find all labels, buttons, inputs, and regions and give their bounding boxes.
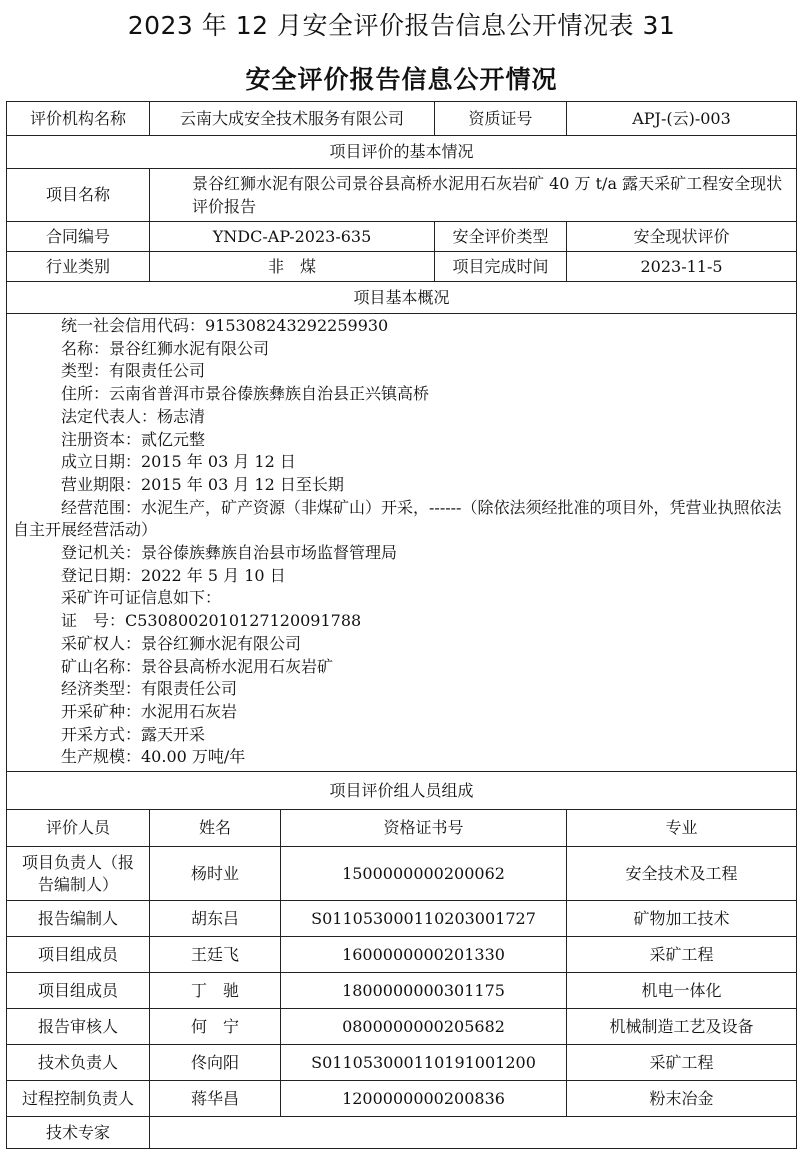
team-row bbox=[7, 1045, 797, 1081]
overview-row bbox=[7, 314, 797, 772]
info-table bbox=[6, 101, 797, 1149]
org-row bbox=[7, 102, 797, 136]
industry-value: 非 煤 bbox=[150, 252, 435, 282]
overview-line: 证 号：C5308002010127120091788 bbox=[61, 611, 362, 631]
team-role: 过程控制负责人 bbox=[7, 1081, 150, 1117]
expert-value bbox=[150, 1117, 797, 1149]
overview-line: 成立日期：2015 年 03 月 12 日 bbox=[61, 452, 296, 472]
industry-label: 行业类别 bbox=[7, 252, 150, 282]
overview-line: 生产规模：40.00 万吨/年 bbox=[61, 747, 246, 767]
overview-line: 统一社会信用代码：915308243292259930 bbox=[61, 316, 389, 335]
team-name: 蒋华昌 bbox=[150, 1081, 281, 1117]
team-row bbox=[7, 1081, 797, 1117]
finish-value: 2023-11-5 bbox=[567, 252, 797, 282]
team-cert: S011053000110191001200 bbox=[281, 1045, 567, 1081]
overview-line: 开采矿种：水泥用石灰岩 bbox=[61, 701, 238, 721]
team-major: 机电一体化 bbox=[567, 973, 797, 1009]
col-role: 评价人员 bbox=[7, 810, 150, 847]
overview-line: 矿山名称：景谷县高桥水泥用石灰岩矿 bbox=[61, 656, 334, 676]
industry-row bbox=[7, 252, 797, 282]
team-row bbox=[7, 973, 797, 1009]
overview-line: 开采方式：露天开采 bbox=[61, 724, 206, 744]
team-role: 项目组成员 bbox=[7, 937, 150, 973]
overview-list-2 bbox=[13, 542, 790, 769]
team-name: 佟向阳 bbox=[150, 1045, 281, 1081]
team-major: 采矿工程 bbox=[567, 937, 797, 973]
team-role: 技术负责人 bbox=[7, 1045, 150, 1081]
eval-type-value: 安全现状评价 bbox=[567, 222, 797, 252]
col-cert: 资格证书号 bbox=[281, 810, 567, 847]
expert-label: 技术专家 bbox=[7, 1117, 150, 1149]
contract-row bbox=[7, 222, 797, 252]
overview-line: 登记机关：景谷傣族彝族自治县市场监督管理局 bbox=[61, 543, 398, 563]
overview-business-scope: 经营范围：水泥生产，矿产资源（非煤矿山）开采，------（除依法须经批准的项目外，凭营业执照依法自主开展经营活动） bbox=[13, 497, 782, 540]
team-major: 矿物加工技术 bbox=[567, 901, 797, 937]
overview-line: 名称：景谷红狮水泥有限公司 bbox=[61, 338, 270, 358]
team-cert: 1500000000200062 bbox=[281, 847, 567, 901]
team-row bbox=[7, 1009, 797, 1045]
overview-line: 住所：云南省普洱市景谷傣族彝族自治县正兴镇高桥 bbox=[61, 384, 430, 404]
team-cert: 1600000000201330 bbox=[281, 937, 567, 973]
team-section-header: 项目评价组人员组成 bbox=[7, 772, 797, 810]
team-role: 项目负责人（报告编制人） bbox=[7, 847, 150, 901]
team-cert: 1200000000200836 bbox=[281, 1081, 567, 1117]
team-row bbox=[7, 937, 797, 973]
basic-header-row bbox=[7, 136, 797, 169]
project-name-row bbox=[7, 169, 797, 222]
org-value: 云南大成安全技术服务有限公司 bbox=[150, 102, 435, 136]
team-rows bbox=[7, 847, 797, 1117]
team-role: 报告审核人 bbox=[7, 1009, 150, 1045]
overview-line: 登记日期：2022 年 5 月 10 日 bbox=[61, 565, 286, 585]
page-title: 2023 年 12 月安全评价报告信息公开情况表 31 bbox=[127, 11, 676, 40]
team-cert: 0800000000205682 bbox=[281, 1009, 567, 1045]
overview-header-row bbox=[7, 282, 797, 314]
overview-line: 经济类型：有限责任公司 bbox=[61, 679, 238, 699]
team-cert: 1800000000301175 bbox=[281, 973, 567, 1009]
team-row bbox=[7, 901, 797, 937]
overview-line: 采矿许可证信息如下： bbox=[61, 588, 222, 608]
col-name: 姓名 bbox=[150, 810, 281, 847]
project-name-value: 景谷红狮水泥有限公司景谷县高桥水泥用石灰岩矿 40 万 t/a 露天采矿工程安全现状评价报告 bbox=[150, 169, 797, 222]
page-subtitle: 安全评价报告信息公开情况 bbox=[245, 65, 558, 94]
team-header-row bbox=[7, 772, 797, 810]
org-label: 评价机构名称 bbox=[7, 102, 150, 136]
team-row bbox=[7, 847, 797, 901]
overview-line: 采矿权人：景谷红狮水泥有限公司 bbox=[61, 633, 302, 653]
overview-line: 类型：有限责任公司 bbox=[61, 361, 206, 381]
team-name: 胡东吕 bbox=[150, 901, 281, 937]
team-columns-row bbox=[7, 810, 797, 847]
overview-section-header: 项目基本概况 bbox=[7, 282, 797, 314]
overview-line: 法定代表人：杨志清 bbox=[61, 406, 206, 426]
team-name: 杨时业 bbox=[150, 847, 281, 901]
project-name-label: 项目名称 bbox=[7, 169, 150, 222]
eval-type-label: 安全评价类型 bbox=[435, 222, 567, 252]
cert-value: APJ-(云)-003 bbox=[567, 102, 797, 136]
team-major: 安全技术及工程 bbox=[567, 847, 797, 901]
overview-line: 营业期限：2015 年 03 月 12 日至长期 bbox=[61, 474, 344, 494]
finish-label: 项目完成时间 bbox=[435, 252, 567, 282]
team-role: 报告编制人 bbox=[7, 901, 150, 937]
team-name: 丁 驰 bbox=[150, 973, 281, 1009]
team-role: 项目组成员 bbox=[7, 973, 150, 1009]
contract-label: 合同编号 bbox=[7, 222, 150, 252]
basic-section-header: 项目评价的基本情况 bbox=[7, 136, 797, 169]
team-cert: S011053000110203001727 bbox=[281, 901, 567, 937]
overview-line: 注册资本：贰亿元整 bbox=[61, 429, 206, 449]
team-name: 王廷飞 bbox=[150, 937, 281, 973]
team-major: 采矿工程 bbox=[567, 1045, 797, 1081]
col-major: 专业 bbox=[567, 810, 797, 847]
cert-label: 资质证号 bbox=[435, 102, 567, 136]
overview-content bbox=[7, 314, 797, 772]
team-major: 机械制造工艺及设备 bbox=[567, 1009, 797, 1045]
team-major: 粉末冶金 bbox=[567, 1081, 797, 1117]
team-name: 何 宁 bbox=[150, 1009, 281, 1045]
contract-value: YNDC-AP-2023-635 bbox=[150, 222, 435, 252]
overview-list-1 bbox=[13, 315, 790, 497]
expert-row bbox=[7, 1117, 797, 1149]
